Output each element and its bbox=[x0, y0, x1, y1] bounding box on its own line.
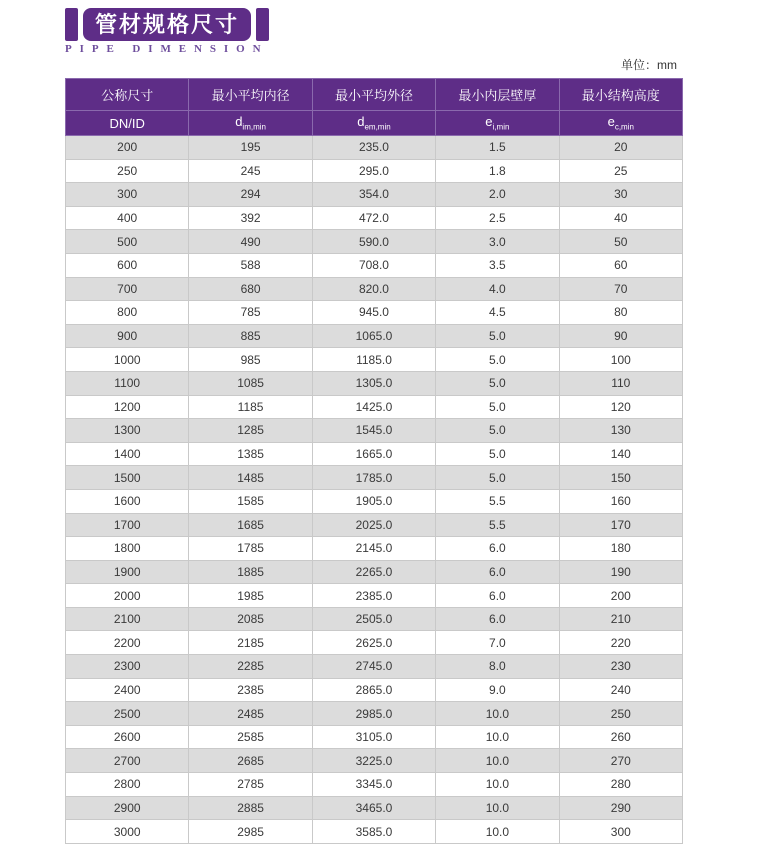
table-cell: 2300 bbox=[66, 655, 189, 679]
table-cell: 3000 bbox=[66, 820, 189, 844]
table-cell: 785 bbox=[189, 301, 312, 325]
table-row bbox=[66, 136, 683, 160]
table-cell: 3585.0 bbox=[312, 820, 435, 844]
column-symbol bbox=[312, 111, 435, 136]
table-cell: 3.5 bbox=[436, 253, 559, 277]
table-cell: 2.0 bbox=[436, 183, 559, 207]
title-right-bar-decoration bbox=[256, 8, 269, 41]
table-cell: 1425.0 bbox=[312, 395, 435, 419]
symbol-subscript: c,min bbox=[614, 122, 634, 132]
table-row bbox=[66, 820, 683, 844]
table-cell: 1800 bbox=[66, 537, 189, 561]
table-cell: 490 bbox=[189, 230, 312, 254]
table-cell: 170 bbox=[559, 513, 682, 537]
symbol-subscript: em,min bbox=[364, 122, 391, 132]
table-cell: 140 bbox=[559, 442, 682, 466]
column-symbol bbox=[66, 111, 189, 136]
title-row bbox=[65, 8, 683, 41]
table-cell: 10.0 bbox=[436, 749, 559, 773]
table-cell: 1400 bbox=[66, 442, 189, 466]
table-cell: 1185 bbox=[189, 395, 312, 419]
table-cell: 2745.0 bbox=[312, 655, 435, 679]
table-cell: 3.0 bbox=[436, 230, 559, 254]
table-row bbox=[66, 442, 683, 466]
table-cell: 2885 bbox=[189, 796, 312, 820]
table-cell: 1.5 bbox=[436, 136, 559, 160]
table-row bbox=[66, 206, 683, 230]
table-cell: 2.5 bbox=[436, 206, 559, 230]
table-cell: 2085 bbox=[189, 607, 312, 631]
table-cell: 400 bbox=[66, 206, 189, 230]
table-cell: 280 bbox=[559, 773, 682, 797]
table-cell: 10.0 bbox=[436, 796, 559, 820]
table-cell: 1685 bbox=[189, 513, 312, 537]
table-cell: 190 bbox=[559, 560, 682, 584]
table-row bbox=[66, 584, 683, 608]
table-cell: 1200 bbox=[66, 395, 189, 419]
table-cell: 30 bbox=[559, 183, 682, 207]
table-cell: 5.0 bbox=[436, 324, 559, 348]
table-cell: 5.0 bbox=[436, 395, 559, 419]
table-cell: 5.5 bbox=[436, 513, 559, 537]
table-cell: 40 bbox=[559, 206, 682, 230]
column-header: 最小平均内径 bbox=[189, 79, 312, 111]
table-cell: 5.0 bbox=[436, 419, 559, 443]
table-cell: 6.0 bbox=[436, 584, 559, 608]
header-row-titles bbox=[66, 79, 683, 111]
column-header: 最小内层壁厚 bbox=[436, 79, 559, 111]
table-cell: 6.0 bbox=[436, 537, 559, 561]
table-cell: 8.0 bbox=[436, 655, 559, 679]
table-cell: 2185 bbox=[189, 631, 312, 655]
table-cell: 7.0 bbox=[436, 631, 559, 655]
symbol-subscript: i,min bbox=[492, 122, 510, 132]
table-cell: 500 bbox=[66, 230, 189, 254]
table-cell: 2865.0 bbox=[312, 678, 435, 702]
symbol-base: d bbox=[235, 114, 243, 130]
table-row bbox=[66, 560, 683, 584]
table-cell: 2145.0 bbox=[312, 537, 435, 561]
table-cell: 3465.0 bbox=[312, 796, 435, 820]
column-symbol bbox=[436, 111, 559, 136]
table-row bbox=[66, 655, 683, 679]
table-cell: 1500 bbox=[66, 466, 189, 490]
table-cell: 1900 bbox=[66, 560, 189, 584]
table-cell: 1185.0 bbox=[312, 348, 435, 372]
column-header: 公称尺寸 bbox=[66, 79, 189, 111]
table-cell: 2285 bbox=[189, 655, 312, 679]
table-cell: 300 bbox=[559, 820, 682, 844]
table-cell: 900 bbox=[66, 324, 189, 348]
pipe-dimension-table bbox=[65, 78, 683, 844]
table-cell: 945.0 bbox=[312, 301, 435, 325]
column-header: 最小平均外径 bbox=[312, 79, 435, 111]
page-content bbox=[65, 0, 683, 844]
table-row bbox=[66, 466, 683, 490]
table-row bbox=[66, 513, 683, 537]
table-cell: 600 bbox=[66, 253, 189, 277]
table-row bbox=[66, 277, 683, 301]
table-cell: 25 bbox=[559, 159, 682, 183]
table-cell: 2700 bbox=[66, 749, 189, 773]
table-cell: 245 bbox=[189, 159, 312, 183]
table-cell: 10.0 bbox=[436, 820, 559, 844]
table-cell: 700 bbox=[66, 277, 189, 301]
table-cell: 1545.0 bbox=[312, 419, 435, 443]
table-cell: 2985.0 bbox=[312, 702, 435, 726]
table-cell: 220 bbox=[559, 631, 682, 655]
table-cell: 1100 bbox=[66, 371, 189, 395]
table-cell: 985 bbox=[189, 348, 312, 372]
table-row bbox=[66, 159, 683, 183]
table-cell: 1285 bbox=[189, 419, 312, 443]
column-symbol bbox=[189, 111, 312, 136]
table-cell: 3225.0 bbox=[312, 749, 435, 773]
table-cell: 150 bbox=[559, 466, 682, 490]
table-cell: 472.0 bbox=[312, 206, 435, 230]
table-cell: 110 bbox=[559, 371, 682, 395]
table-cell: 200 bbox=[66, 136, 189, 160]
table-cell: 2385 bbox=[189, 678, 312, 702]
table-cell: 588 bbox=[189, 253, 312, 277]
page-title: 管材规格尺寸 bbox=[83, 8, 251, 41]
table-cell: 2500 bbox=[66, 702, 189, 726]
table-cell: 3345.0 bbox=[312, 773, 435, 797]
table-cell: 5.5 bbox=[436, 489, 559, 513]
table-cell: 2800 bbox=[66, 773, 189, 797]
table-cell: 240 bbox=[559, 678, 682, 702]
table-cell: 800 bbox=[66, 301, 189, 325]
table-cell: 820.0 bbox=[312, 277, 435, 301]
table-row bbox=[66, 725, 683, 749]
symbol-subscript: im,min bbox=[242, 122, 266, 132]
table-header bbox=[66, 79, 683, 136]
table-cell: 6.0 bbox=[436, 560, 559, 584]
table-cell: 195 bbox=[189, 136, 312, 160]
table-cell: 4.0 bbox=[436, 277, 559, 301]
table-cell: 2400 bbox=[66, 678, 189, 702]
table-body bbox=[66, 136, 683, 844]
table-cell: 354.0 bbox=[312, 183, 435, 207]
table-cell: 80 bbox=[559, 301, 682, 325]
table-row bbox=[66, 773, 683, 797]
table-row bbox=[66, 537, 683, 561]
table-row bbox=[66, 348, 683, 372]
table-cell: 1885 bbox=[189, 560, 312, 584]
page-subtitle: PIPE DIMENSION bbox=[65, 43, 269, 55]
table-cell: 100 bbox=[559, 348, 682, 372]
table-cell: 1485 bbox=[189, 466, 312, 490]
table-cell: 1700 bbox=[66, 513, 189, 537]
unit-label: 单位：mm bbox=[621, 58, 677, 72]
table-cell: 885 bbox=[189, 324, 312, 348]
table-row bbox=[66, 631, 683, 655]
table-cell: 235.0 bbox=[312, 136, 435, 160]
table-cell: 2265.0 bbox=[312, 560, 435, 584]
table-cell: 2685 bbox=[189, 749, 312, 773]
table-cell: 5.0 bbox=[436, 442, 559, 466]
table-cell: 2000 bbox=[66, 584, 189, 608]
table-cell: 180 bbox=[559, 537, 682, 561]
table-cell: 5.0 bbox=[436, 466, 559, 490]
table-cell: 120 bbox=[559, 395, 682, 419]
symbol-base: d bbox=[357, 114, 365, 130]
table-cell: 2385.0 bbox=[312, 584, 435, 608]
table-cell: 9.0 bbox=[436, 678, 559, 702]
table-cell: 10.0 bbox=[436, 702, 559, 726]
table-row bbox=[66, 419, 683, 443]
table-cell: 250 bbox=[66, 159, 189, 183]
table-cell: 1905.0 bbox=[312, 489, 435, 513]
table-cell: 2600 bbox=[66, 725, 189, 749]
table-row bbox=[66, 489, 683, 513]
table-cell: 1085 bbox=[189, 371, 312, 395]
table-cell: 4.5 bbox=[436, 301, 559, 325]
table-row bbox=[66, 253, 683, 277]
table-cell: 2100 bbox=[66, 607, 189, 631]
table-cell: 1305.0 bbox=[312, 371, 435, 395]
table-row bbox=[66, 749, 683, 773]
table-cell: 270 bbox=[559, 749, 682, 773]
table-cell: 1385 bbox=[189, 442, 312, 466]
table-cell: 2625.0 bbox=[312, 631, 435, 655]
table-cell: 708.0 bbox=[312, 253, 435, 277]
table-cell: 2200 bbox=[66, 631, 189, 655]
title-left-bar-decoration bbox=[65, 8, 78, 41]
table-cell: 160 bbox=[559, 489, 682, 513]
table-cell: 3105.0 bbox=[312, 725, 435, 749]
table-cell: 1300 bbox=[66, 419, 189, 443]
table-cell: 20 bbox=[559, 136, 682, 160]
table-row bbox=[66, 371, 683, 395]
table-row bbox=[66, 702, 683, 726]
table-row bbox=[66, 301, 683, 325]
table-cell: 590.0 bbox=[312, 230, 435, 254]
table-cell: 250 bbox=[559, 702, 682, 726]
table-cell: 70 bbox=[559, 277, 682, 301]
symbol-base: e bbox=[485, 114, 493, 130]
table-cell: 1785.0 bbox=[312, 466, 435, 490]
table-cell: 1000 bbox=[66, 348, 189, 372]
table-row bbox=[66, 678, 683, 702]
table-cell: 90 bbox=[559, 324, 682, 348]
table-cell: 295.0 bbox=[312, 159, 435, 183]
table-cell: 5.0 bbox=[436, 348, 559, 372]
table-cell: 2900 bbox=[66, 796, 189, 820]
table-cell: 50 bbox=[559, 230, 682, 254]
table-cell: 10.0 bbox=[436, 773, 559, 797]
table-cell: 2505.0 bbox=[312, 607, 435, 631]
table-cell: 1665.0 bbox=[312, 442, 435, 466]
table-cell: 130 bbox=[559, 419, 682, 443]
table-cell: 60 bbox=[559, 253, 682, 277]
table-row bbox=[66, 607, 683, 631]
table-row bbox=[66, 183, 683, 207]
table-cell: 1065.0 bbox=[312, 324, 435, 348]
table-cell: 2785 bbox=[189, 773, 312, 797]
table-cell: 392 bbox=[189, 206, 312, 230]
column-symbol bbox=[559, 111, 682, 136]
table-cell: 6.0 bbox=[436, 607, 559, 631]
table-cell: 10.0 bbox=[436, 725, 559, 749]
table-cell: 2485 bbox=[189, 702, 312, 726]
symbol-base: e bbox=[607, 114, 615, 130]
table-cell: 210 bbox=[559, 607, 682, 631]
table-cell: 200 bbox=[559, 584, 682, 608]
table-cell: 1600 bbox=[66, 489, 189, 513]
table-cell: 1585 bbox=[189, 489, 312, 513]
table-cell: 260 bbox=[559, 725, 682, 749]
table-row bbox=[66, 796, 683, 820]
table-cell: 2585 bbox=[189, 725, 312, 749]
table-cell: 1785 bbox=[189, 537, 312, 561]
table-cell: 300 bbox=[66, 183, 189, 207]
table-cell: 2025.0 bbox=[312, 513, 435, 537]
title-block bbox=[65, 0, 683, 55]
table-row bbox=[66, 324, 683, 348]
table-cell: 680 bbox=[189, 277, 312, 301]
table-cell: 290 bbox=[559, 796, 682, 820]
table-row bbox=[66, 230, 683, 254]
header-row-symbols bbox=[66, 111, 683, 136]
table-cell: 294 bbox=[189, 183, 312, 207]
table-row bbox=[66, 395, 683, 419]
table-cell: 2985 bbox=[189, 820, 312, 844]
column-header: 最小结构高度 bbox=[559, 79, 682, 111]
table-cell: 1985 bbox=[189, 584, 312, 608]
table-cell: 1.8 bbox=[436, 159, 559, 183]
symbol-base: DN/ID bbox=[109, 115, 145, 131]
table-cell: 5.0 bbox=[436, 371, 559, 395]
table-cell: 230 bbox=[559, 655, 682, 679]
